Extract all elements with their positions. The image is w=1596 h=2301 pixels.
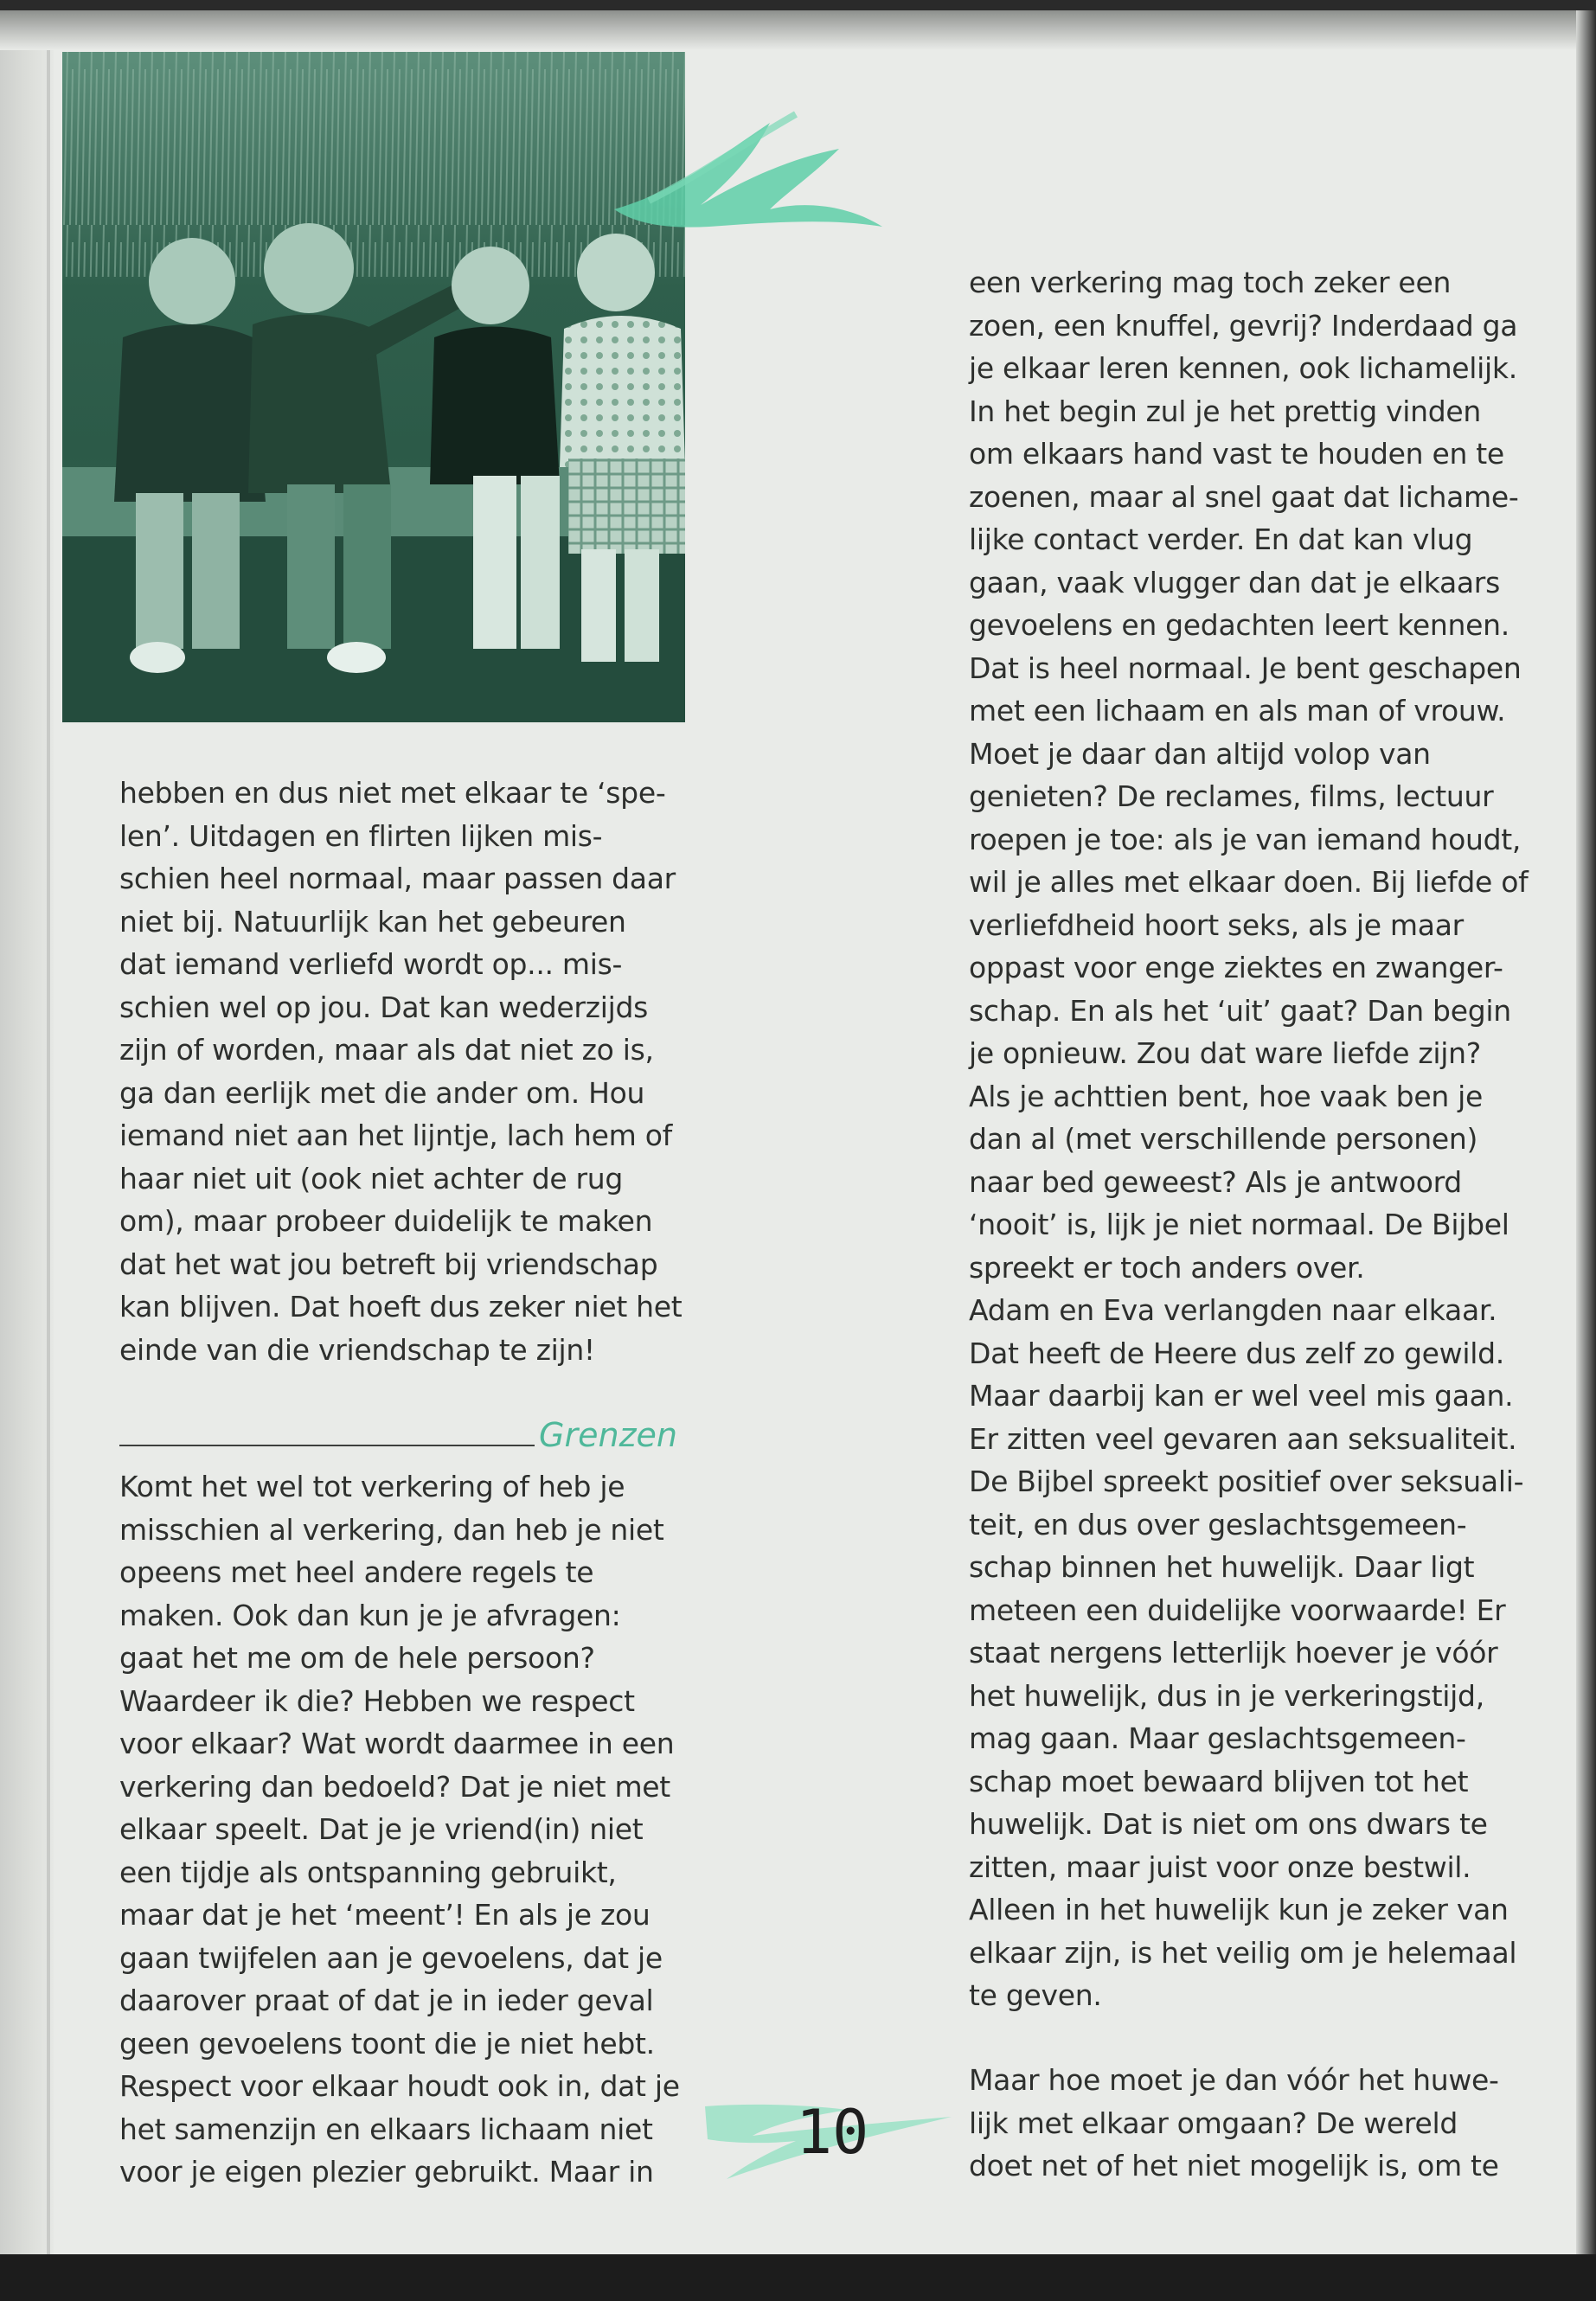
text-line: mag gaan. Maar geslachtsgemeen- [969, 1721, 1466, 1755]
bottom-dark-strip [0, 2254, 1596, 2301]
text-line: huwelijk. Dat is niet om ons dwars te [969, 1807, 1488, 1841]
text-line: een verkering mag toch zeker een [969, 266, 1452, 299]
page-spine [0, 10, 54, 2285]
text-line: zijn of worden, maar als dat niet zo is, [119, 1033, 654, 1067]
text-line: geen gevoelens toont die je niet hebt. [119, 2026, 655, 2061]
top-shadow [0, 10, 1596, 50]
section-heading: Grenzen [539, 1416, 677, 1454]
text-line: roepen je toe: als je van iemand houdt, [969, 822, 1522, 856]
text-line: elkaar speelt. Dat je je vriend(in) niet [119, 1812, 644, 1846]
text-line: einde van die vriendschap te zijn! [119, 1332, 595, 1367]
text-line: schap. En als het ‘uit’ gaat? Dan begin [969, 993, 1511, 1028]
text-line: Maar hoe moet je dan vóór het huwe- [969, 2063, 1499, 2097]
text-line: teit, en dus over geslachtsgemeen- [969, 1507, 1467, 1541]
text-line: staat nergens letterlijk hoever je vóór [969, 1636, 1498, 1670]
text-line: ga dan eerlijk met die ander om. Hou [119, 1075, 645, 1110]
text-line: gevoelens en gedachten leert kennen. [969, 608, 1509, 642]
text-line: dan al (met verschillende personen) [969, 1122, 1478, 1156]
text-line: dat iemand verliefd wordt op... mis- [119, 947, 623, 981]
text-line: gaan, vaak vlugger dan dat je elkaars [969, 565, 1500, 599]
right-column [969, 261, 1540, 2017]
text-line: schien wel op jou. Dat kan wederzijds [119, 990, 648, 1024]
text-line: Dat is heel normaal. Je bent geschapen [969, 651, 1522, 685]
text-line: je elkaar leren kennen, ook lichamelijk. [969, 351, 1517, 385]
text-line: Maar daarbij kan er wel veel mis gaan. [969, 1379, 1514, 1413]
left-column-bottom [119, 1465, 690, 2194]
text-line: Respect voor elkaar houdt ook in, dat je [119, 2069, 680, 2103]
text-line: je opnieuw. Zou dat ware liefde zijn? [969, 1036, 1481, 1070]
text-line: len’. Uitdagen en flirten lijken mis- [119, 818, 603, 853]
text-line: Komt het wel tot verkering of heb je [119, 1470, 625, 1503]
text-line: verkering dan bedoeld? Dat je niet met [119, 1769, 670, 1804]
text-line: Dat heeft de Heere dus zelf zo gewild. [969, 1336, 1504, 1370]
text-line: schap binnen het huwelijk. Daar ligt [969, 1550, 1475, 1584]
text-line: wil je alles met elkaar doen. Bij liefde of [969, 865, 1529, 899]
text-line: zitten, maar juist voor onze bestwil. [969, 1849, 1471, 1884]
left-column-top [119, 772, 690, 1371]
text-line: om), maar probeer duidelijk te maken [119, 1204, 653, 1238]
text-line: niet bij. Natuurlijk kan het gebeuren [119, 904, 626, 939]
text-line: zoenen, maar al snel gaat dat lichame- [969, 479, 1519, 514]
text-line: het huwelijk, dus in je verkeringstijd, [969, 1678, 1484, 1713]
text-line: schien heel normaal, maar passen daar [119, 862, 676, 895]
text-line: iemand niet aan het lijntje, lach hem of [119, 1118, 672, 1152]
brush-stroke-decoration [597, 97, 891, 253]
text-line: daarover praat of dat je in ieder geval [119, 1984, 654, 2017]
text-line: om elkaars hand vast te houden en te [969, 437, 1504, 471]
text-line: oppast voor enge ziektes en zwanger- [969, 951, 1503, 984]
right-column-end [969, 2059, 1540, 2188]
section-heading-row [119, 1413, 682, 1462]
text-line: Waardeer ik die? Hebben we respect [119, 1683, 635, 1718]
text-line: verliefdheid hoort seks, als je maar [969, 907, 1464, 942]
text-line: zoen, een knuffel, gevrij? Inderdaad ga [969, 308, 1518, 343]
text-line: In het begin zul je het prettig vinden [969, 394, 1482, 428]
text-line: gaat het me om de hele persoon? [119, 1641, 595, 1675]
text-line: elkaar zijn, is het veilig om je helemaal [969, 1935, 1517, 1970]
text-line: een tijdje als ontspanning gebruikt, [119, 1855, 617, 1889]
text-line: naar bed geweest? Als je antwoord [969, 1164, 1462, 1199]
text-line: lijke contact verder. En dat kan vlug [969, 522, 1473, 556]
book-page [0, 10, 1596, 2285]
text-line: maken. Ook dan kun je je afvragen: [119, 1598, 621, 1632]
text-line: dat het wat jou betreft bij vriendschap [119, 1247, 658, 1281]
text-line: schap moet bewaard blijven tot het [969, 1764, 1469, 1798]
text-line: Als je achttien bent, hoe vaak ben je [969, 1079, 1484, 1113]
right-page-edge [1576, 10, 1596, 2285]
text-line: opeens met heel andere regels te [119, 1555, 594, 1589]
text-line: met een lichaam en als man of vrouw. [969, 694, 1506, 727]
text-line: voor je eigen plezier gebruikt. Maar in [119, 2155, 654, 2189]
text-line: gaan twijfelen aan je gevoelens, dat je [119, 1940, 663, 1975]
text-line: genieten? De reclames, films, lectuur [969, 779, 1494, 813]
text-line: haar niet uit (ook niet achter de rug [119, 1161, 624, 1195]
teenagers-photo [62, 52, 685, 722]
text-line: Er zitten veel gevaren aan seksualiteit. [969, 1421, 1517, 1456]
text-line: voor elkaar? Wat wordt daarmee in een [119, 1727, 675, 1760]
text-line: lijk met elkaar omgaan? De wereld [969, 2106, 1458, 2140]
heading-rule [119, 1445, 535, 1446]
text-line: maar dat je het ‘meent’! En als je zou [119, 1898, 651, 1932]
text-line: Alleen in het huwelijk kun je zeker van [969, 1893, 1509, 1926]
text-line: meteen een duidelijke voorwaarde! Er [969, 1593, 1506, 1627]
text-line: doet net of het niet mogelijk is, om te [969, 2149, 1499, 2182]
text-line: hebben en dus niet met elkaar te ‘spe- [119, 776, 666, 810]
page-number-area [701, 2091, 960, 2186]
text-line: spreekt er toch anders over. [969, 1250, 1365, 1285]
page-number: 10 [796, 2097, 869, 2168]
text-line: kan blijven. Dat hoeft dus zeker niet het [119, 1290, 683, 1324]
text-line: De Bijbel spreekt positief over seksuali- [969, 1465, 1524, 1498]
text-line: misschien al verkering, dan heb je niet [119, 1512, 664, 1547]
text-line: het samenzijn en elkaars lichaam niet [119, 2112, 653, 2146]
text-line: Adam en Eva verlangden naar elkaar. [969, 1293, 1497, 1327]
text-line: ‘nooit’ is, lijk je niet normaal. De Bijbel [969, 1208, 1509, 1241]
binding-line [47, 10, 50, 2285]
text-line: te geven. [969, 1978, 1102, 2012]
text-line: Moet je daar dan altijd volop van [969, 736, 1431, 771]
